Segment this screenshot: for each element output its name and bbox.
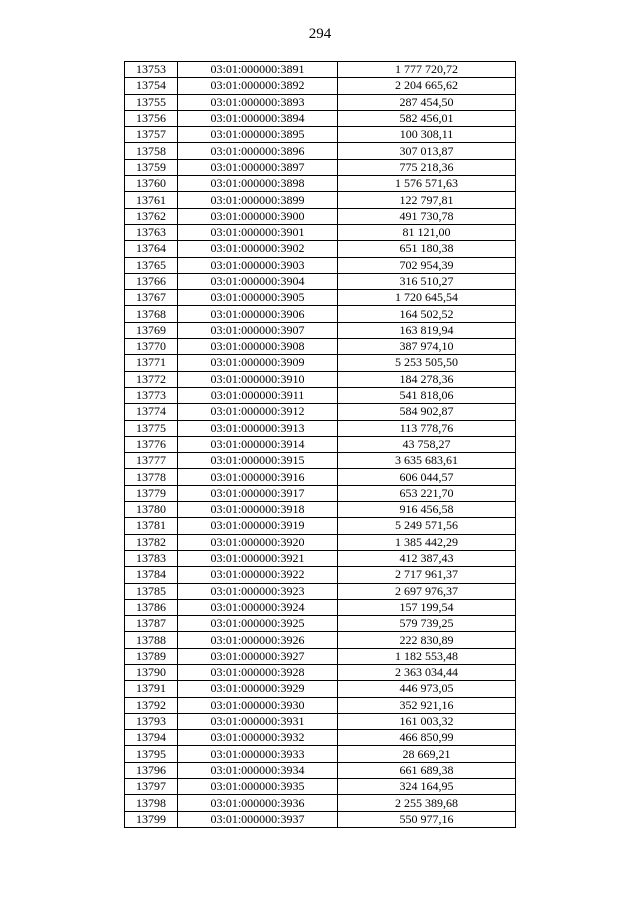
cadastral-number-cell: 03:01:000000:3893 — [178, 94, 338, 110]
row-number-cell: 13799 — [125, 811, 178, 827]
value-cell: 412 387,43 — [338, 550, 516, 566]
value-cell: 651 180,38 — [338, 241, 516, 257]
row-number-cell: 13788 — [125, 632, 178, 648]
value-cell: 550 977,16 — [338, 811, 516, 827]
value-cell: 446 973,05 — [338, 681, 516, 697]
table-row — [125, 779, 516, 795]
table-row — [125, 420, 516, 436]
value-cell: 81 121,00 — [338, 224, 516, 240]
value-cell: 1 777 720,72 — [338, 62, 516, 78]
table-row — [125, 404, 516, 420]
value-cell: 653 221,70 — [338, 485, 516, 501]
row-number-cell: 13753 — [125, 62, 178, 78]
row-number-cell: 13755 — [125, 94, 178, 110]
row-number-cell: 13754 — [125, 78, 178, 94]
value-cell: 702 954,39 — [338, 257, 516, 273]
value-cell: 2 363 034,44 — [338, 664, 516, 680]
row-number-cell: 13757 — [125, 127, 178, 143]
table-row — [125, 208, 516, 224]
value-cell: 1 182 553,48 — [338, 648, 516, 664]
cadastral-number-cell: 03:01:000000:3907 — [178, 322, 338, 338]
value-cell: 157 199,54 — [338, 599, 516, 615]
cadastral-number-cell: 03:01:000000:3904 — [178, 273, 338, 289]
row-number-cell: 13786 — [125, 599, 178, 615]
cadastral-number-cell: 03:01:000000:3929 — [178, 681, 338, 697]
table-row — [125, 713, 516, 729]
table-row — [125, 518, 516, 534]
row-number-cell: 13775 — [125, 420, 178, 436]
cadastral-number-cell: 03:01:000000:3892 — [178, 78, 338, 94]
cadastral-number-cell: 03:01:000000:3912 — [178, 404, 338, 420]
table-row — [125, 550, 516, 566]
table-row — [125, 616, 516, 632]
value-cell: 491 730,78 — [338, 208, 516, 224]
row-number-cell: 13798 — [125, 795, 178, 811]
row-number-cell: 13781 — [125, 518, 178, 534]
table-row — [125, 648, 516, 664]
cadastral-number-cell: 03:01:000000:3898 — [178, 176, 338, 192]
value-cell: 2 697 976,37 — [338, 583, 516, 599]
table-row — [125, 62, 516, 78]
table-row — [125, 290, 516, 306]
table-row — [125, 78, 516, 94]
cadastral-number-cell: 03:01:000000:3917 — [178, 485, 338, 501]
row-number-cell: 13794 — [125, 730, 178, 746]
row-number-cell: 13776 — [125, 436, 178, 452]
table-row — [125, 534, 516, 550]
table-row — [125, 485, 516, 501]
cadastral-number-cell: 03:01:000000:3924 — [178, 599, 338, 615]
value-cell: 1 720 645,54 — [338, 290, 516, 306]
value-cell: 916 456,58 — [338, 502, 516, 518]
value-cell: 579 739,25 — [338, 616, 516, 632]
cadastral-number-cell: 03:01:000000:3925 — [178, 616, 338, 632]
value-cell: 184 278,36 — [338, 371, 516, 387]
table-row — [125, 730, 516, 746]
row-number-cell: 13787 — [125, 616, 178, 632]
value-cell: 606 044,57 — [338, 469, 516, 485]
value-cell: 1 576 571,63 — [338, 176, 516, 192]
table-row — [125, 387, 516, 403]
table-row — [125, 762, 516, 778]
row-number-cell: 13765 — [125, 257, 178, 273]
value-cell: 2 204 665,62 — [338, 78, 516, 94]
cadastral-number-cell: 03:01:000000:3905 — [178, 290, 338, 306]
table-row — [125, 664, 516, 680]
table-row — [125, 632, 516, 648]
cadastral-value-table — [124, 61, 516, 828]
table-row — [125, 681, 516, 697]
row-number-cell: 13773 — [125, 387, 178, 403]
value-cell: 3 635 683,61 — [338, 453, 516, 469]
cadastral-number-cell: 03:01:000000:3894 — [178, 110, 338, 126]
value-cell: 5 249 571,56 — [338, 518, 516, 534]
table-row — [125, 94, 516, 110]
row-number-cell: 13762 — [125, 208, 178, 224]
row-number-cell: 13758 — [125, 143, 178, 159]
row-number-cell: 13792 — [125, 697, 178, 713]
row-number-cell: 13756 — [125, 110, 178, 126]
value-cell: 222 830,89 — [338, 632, 516, 648]
value-cell: 2 717 961,37 — [338, 567, 516, 583]
cadastral-number-cell: 03:01:000000:3896 — [178, 143, 338, 159]
row-number-cell: 13774 — [125, 404, 178, 420]
row-number-cell: 13793 — [125, 713, 178, 729]
cadastral-number-cell: 03:01:000000:3901 — [178, 224, 338, 240]
row-number-cell: 13768 — [125, 306, 178, 322]
cadastral-number-cell: 03:01:000000:3926 — [178, 632, 338, 648]
row-number-cell: 13764 — [125, 241, 178, 257]
row-number-cell: 13777 — [125, 453, 178, 469]
table-row — [125, 436, 516, 452]
cadastral-number-cell: 03:01:000000:3936 — [178, 795, 338, 811]
cadastral-number-cell: 03:01:000000:3919 — [178, 518, 338, 534]
value-cell: 113 778,76 — [338, 420, 516, 436]
value-cell: 28 669,21 — [338, 746, 516, 762]
table-row — [125, 159, 516, 175]
cadastral-number-cell: 03:01:000000:3900 — [178, 208, 338, 224]
table-row — [125, 453, 516, 469]
row-number-cell: 13779 — [125, 485, 178, 501]
value-cell: 161 003,32 — [338, 713, 516, 729]
cadastral-number-cell: 03:01:000000:3909 — [178, 355, 338, 371]
cadastral-number-cell: 03:01:000000:3931 — [178, 713, 338, 729]
table-row — [125, 224, 516, 240]
row-number-cell: 13772 — [125, 371, 178, 387]
table-row — [125, 192, 516, 208]
row-number-cell: 13769 — [125, 322, 178, 338]
cadastral-number-cell: 03:01:000000:3932 — [178, 730, 338, 746]
cadastral-number-cell: 03:01:000000:3899 — [178, 192, 338, 208]
cadastral-number-cell: 03:01:000000:3915 — [178, 453, 338, 469]
value-cell: 387 974,10 — [338, 339, 516, 355]
cadastral-number-cell: 03:01:000000:3920 — [178, 534, 338, 550]
value-cell: 541 818,06 — [338, 387, 516, 403]
value-cell: 584 902,87 — [338, 404, 516, 420]
value-cell: 164 502,52 — [338, 306, 516, 322]
row-number-cell: 13791 — [125, 681, 178, 697]
cadastral-number-cell: 03:01:000000:3911 — [178, 387, 338, 403]
row-number-cell: 13790 — [125, 664, 178, 680]
table-row — [125, 110, 516, 126]
table-row — [125, 567, 516, 583]
table-row — [125, 583, 516, 599]
table-row — [125, 339, 516, 355]
cadastral-number-cell: 03:01:000000:3922 — [178, 567, 338, 583]
cadastral-number-cell: 03:01:000000:3923 — [178, 583, 338, 599]
cadastral-number-cell: 03:01:000000:3908 — [178, 339, 338, 355]
table-row — [125, 257, 516, 273]
table-row — [125, 241, 516, 257]
row-number-cell: 13797 — [125, 779, 178, 795]
cadastral-number-cell: 03:01:000000:3937 — [178, 811, 338, 827]
table-row — [125, 143, 516, 159]
cadastral-number-cell: 03:01:000000:3903 — [178, 257, 338, 273]
cadastral-number-cell: 03:01:000000:3902 — [178, 241, 338, 257]
row-number-cell: 13770 — [125, 339, 178, 355]
cadastral-number-cell: 03:01:000000:3933 — [178, 746, 338, 762]
cadastral-number-cell: 03:01:000000:3897 — [178, 159, 338, 175]
cadastral-number-cell: 03:01:000000:3921 — [178, 550, 338, 566]
table-row — [125, 746, 516, 762]
table-row — [125, 795, 516, 811]
table-body — [125, 62, 516, 828]
cadastral-number-cell: 03:01:000000:3930 — [178, 697, 338, 713]
table-row — [125, 273, 516, 289]
row-number-cell: 13784 — [125, 567, 178, 583]
row-number-cell: 13796 — [125, 762, 178, 778]
cadastral-number-cell: 03:01:000000:3928 — [178, 664, 338, 680]
cadastral-number-cell: 03:01:000000:3935 — [178, 779, 338, 795]
cadastral-number-cell: 03:01:000000:3906 — [178, 306, 338, 322]
table-row — [125, 599, 516, 615]
cadastral-number-cell: 03:01:000000:3910 — [178, 371, 338, 387]
cadastral-number-cell: 03:01:000000:3914 — [178, 436, 338, 452]
cadastral-number-cell: 03:01:000000:3916 — [178, 469, 338, 485]
row-number-cell: 13780 — [125, 502, 178, 518]
row-number-cell: 13759 — [125, 159, 178, 175]
value-cell: 1 385 442,29 — [338, 534, 516, 550]
value-cell: 775 218,36 — [338, 159, 516, 175]
row-number-cell: 13795 — [125, 746, 178, 762]
page-number: 294 — [308, 26, 332, 42]
cadastral-number-cell: 03:01:000000:3895 — [178, 127, 338, 143]
row-number-cell: 13785 — [125, 583, 178, 599]
value-cell: 100 308,11 — [338, 127, 516, 143]
row-number-cell: 13771 — [125, 355, 178, 371]
row-number-cell: 13767 — [125, 290, 178, 306]
row-number-cell: 13782 — [125, 534, 178, 550]
value-cell: 324 164,95 — [338, 779, 516, 795]
value-cell: 5 253 505,50 — [338, 355, 516, 371]
cadastral-number-cell: 03:01:000000:3918 — [178, 502, 338, 518]
cadastral-number-cell: 03:01:000000:3927 — [178, 648, 338, 664]
value-cell: 2 255 389,68 — [338, 795, 516, 811]
cadastral-number-cell: 03:01:000000:3913 — [178, 420, 338, 436]
table-row — [125, 322, 516, 338]
value-cell: 43 758,27 — [338, 436, 516, 452]
value-cell: 661 689,38 — [338, 762, 516, 778]
row-number-cell: 13789 — [125, 648, 178, 664]
value-cell: 287 454,50 — [338, 94, 516, 110]
row-number-cell: 13761 — [125, 192, 178, 208]
row-number-cell: 13778 — [125, 469, 178, 485]
table-row — [125, 306, 516, 322]
table-row — [125, 176, 516, 192]
row-number-cell: 13783 — [125, 550, 178, 566]
table-row — [125, 371, 516, 387]
value-cell: 466 850,99 — [338, 730, 516, 746]
table-row — [125, 127, 516, 143]
table-row — [125, 355, 516, 371]
value-cell: 316 510,27 — [338, 273, 516, 289]
table-row — [125, 502, 516, 518]
cadastral-number-cell: 03:01:000000:3891 — [178, 62, 338, 78]
value-cell: 582 456,01 — [338, 110, 516, 126]
table-row — [125, 811, 516, 827]
row-number-cell: 13760 — [125, 176, 178, 192]
value-cell: 163 819,94 — [338, 322, 516, 338]
row-number-cell: 13763 — [125, 224, 178, 240]
cadastral-number-cell: 03:01:000000:3934 — [178, 762, 338, 778]
value-cell: 307 013,87 — [338, 143, 516, 159]
value-cell: 122 797,81 — [338, 192, 516, 208]
table-row — [125, 697, 516, 713]
value-cell: 352 921,16 — [338, 697, 516, 713]
row-number-cell: 13766 — [125, 273, 178, 289]
table-row — [125, 469, 516, 485]
